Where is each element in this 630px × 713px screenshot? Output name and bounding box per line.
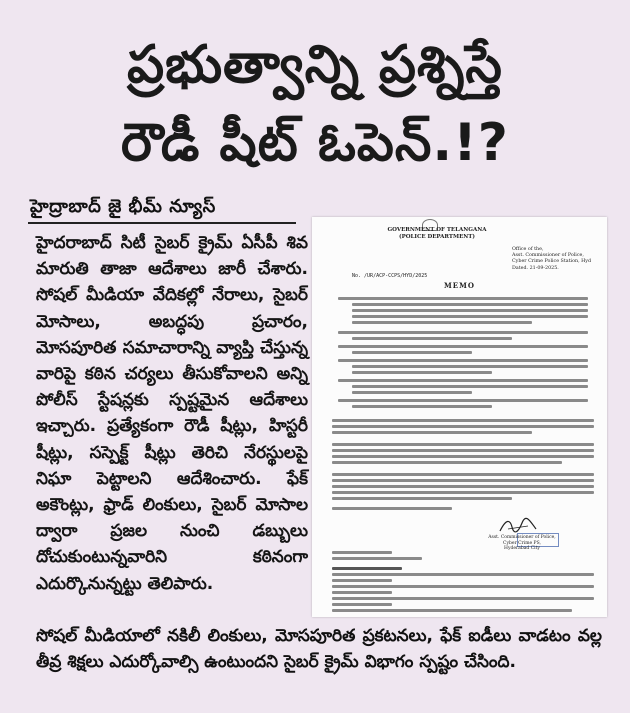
memo-department: (POLICE DEPARTMENT) xyxy=(399,234,475,240)
memo-text-line xyxy=(332,449,594,452)
memo-text-line xyxy=(332,479,594,482)
memo-text-line xyxy=(338,331,588,334)
article-paragraph-2: సోషల్ మీడియాలో నకిలీ లింకులు, మోసపూరిత ప్రకటనలు, ఫేక్ ఐడీలు వాడటం వల్ల తీవ్ర శిక్షలు ఎదుర్కోవాల్సి ఉంటుందని సైబర్ క్రైమ్ విభాగం స్పష్టం చేసింది. xyxy=(36,626,602,672)
memo-text-line xyxy=(352,365,588,368)
memo-text-line xyxy=(352,385,588,388)
memo-office-address: Office of the, Asst. Commissioner of Police, Cyber Crime Police Station, Hyd Dated. 21-09-2025. xyxy=(512,247,592,271)
memo-text-line xyxy=(332,573,594,576)
memo-government-heading xyxy=(387,227,487,241)
memo-text-line xyxy=(352,391,472,394)
memo-text-line xyxy=(352,315,588,318)
memo-reference-number: No. /UR/ACP-CCPS/HYD/2025 xyxy=(352,273,428,279)
memo-text-line xyxy=(332,609,572,612)
memo-text-line xyxy=(332,507,452,510)
memo-text-line xyxy=(332,425,594,428)
headline-line-1: ప్రభుత్వాన్ని ప్రశ్నిస్తే xyxy=(127,35,503,95)
memo-text-line xyxy=(352,309,588,312)
memo-text-line xyxy=(332,557,422,560)
memo-signature-label: Asst. Commissioner of Police, Cyber Crime PS, Hyderabad City xyxy=(488,535,556,551)
memo-text-line xyxy=(332,491,594,494)
memo-text-line xyxy=(352,321,532,324)
memo-text-line xyxy=(332,567,402,570)
article-paragraph-1: హైదరాబాద్ సిటీ సైబర్ క్రైమ్ ఏసీపీ శివ మారుతి తాజా ఆదేశాలు జారీ చేశారు. సోషల్ మీడియా వేదికల్లో నేరాలు, సైబర్ మోసాలు, అబద్ధపు ప్రచారం, మోసపూరిత సమాచారాన్ని వ్యాప్తి చేస్తున్న వారిపై కఠిన చర్యలు తీసుకోవాలని అన్ని పోలీస్ స్టేషన్లకు స్పష్టమైన ఆదేశాలు ఇచ్చారు. ప్రత్యేకంగా రౌడీ షీట్లు, హిస్టరీ షీట్లు, సస్పెక్ట్ షీట్లు తెరిచి నేరస్థులపై నిఘా పెట్టాలని ఆదేశించారు. ఫేక్ అకౌంట్లు, ఫ్రాడ్ లింకులు, సైబర్ మోసాల ద్వారా ప్రజల నుంచి డబ్బులు దోచుకుంటున్నవారిని కఠినంగా ఎదుర్కొనున్నట్టు తెలిపారు. xyxy=(36,233,308,594)
memo-text-line xyxy=(332,443,594,446)
memo-text-line xyxy=(338,379,588,382)
memo-text-line xyxy=(332,455,594,458)
memo-text-line xyxy=(332,431,532,434)
memo-text-line xyxy=(352,351,472,354)
article-full-width xyxy=(36,623,602,675)
byline-underline xyxy=(28,222,296,224)
memo-text-line xyxy=(352,371,492,374)
memo-text-line xyxy=(332,591,392,594)
memo-text-line xyxy=(332,579,392,582)
memo-text-line xyxy=(332,497,512,500)
memo-text-line xyxy=(352,303,588,306)
memo-text-line xyxy=(332,585,594,588)
memo-text-line xyxy=(352,337,512,340)
memo-text-line xyxy=(332,473,594,476)
memo-text-line xyxy=(332,551,392,554)
memo-text-line xyxy=(338,345,588,348)
memo-text-line xyxy=(332,485,594,488)
memo-government: GOVERNMENT OF TELANGANA xyxy=(387,227,487,233)
memo-text-line xyxy=(338,297,588,300)
memo-title: MEMO xyxy=(444,281,475,290)
headline-line-2: రౌడీ షీట్ ఓపెన్.!? xyxy=(121,113,509,173)
memo-text-line xyxy=(338,399,588,402)
memo-text-line xyxy=(338,359,588,362)
memo-text-line xyxy=(332,461,562,464)
memo-text-line xyxy=(352,405,492,408)
memo-text-line xyxy=(332,597,594,600)
memo-document-image xyxy=(312,217,607,617)
memo-text-line xyxy=(332,419,594,422)
byline: హైద్రాబాద్ జై భీమ్ న్యూస్ xyxy=(30,196,216,217)
article-column xyxy=(36,230,308,597)
memo-text-line xyxy=(332,603,392,606)
